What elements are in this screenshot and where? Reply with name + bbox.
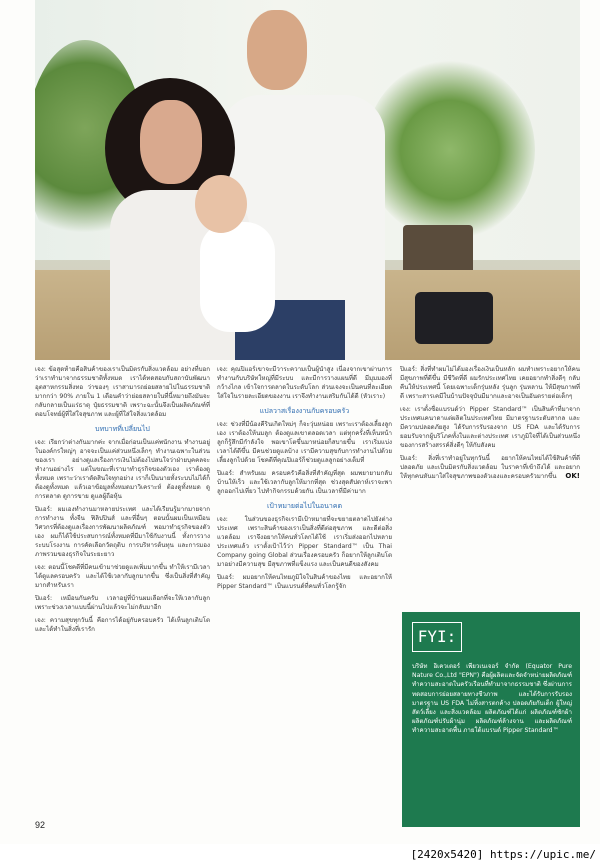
fyi-box [402,612,580,827]
image-host-footer [0,844,600,864]
photo-cushion [415,292,493,344]
family-photo [35,0,580,360]
paragraph: เจง: ข้อสุดท้ายคือสินค้าของเราเป็นมิตรกับสิ่งแวดล้อม อย่างที่บอกว่าเราทำมาจากธรรมชาติทั้งหมด เราได้ทดสอบกับสถาบันพัฒนาอุตสาหกรรมสิ่งทอ ว่าของๆ เราสามารถย่อยสลายไปในธรรมชาติมากกว่า 90% ภายใน 1 เดือนคำว่าย่อยสลายในที่นี้หมายถึงมันจะกลับกลายเป็นแร่ธาตุ ปุ๋ยธรรมชาติ เพราะฉะนั้นจึงเป็นผลิตภัณฑ์ที่ตอบโจทย์ผู้ที่ใส่ใจสุขภาพ และผู้ที่ใส่ใจสิ่งแวดล้อม [35,366,210,418]
photo-plant-right [365,60,535,240]
fyi-body: บริษัท อิเควเตอร์ เพียวเนเจอร์ จำกัด (Equator Pure Nature Co.,Ltd "EPN") คือผู้ผลิตและจัดจำหน่ายผลิตภัณฑ์ทำความสะอาดในครัวเรือนที่ทำมาจากธรรมชาติ ซึ่งผ่านการทดสอบการย่อยสลายทางชีวภาพ และได้รับการรับรองมาตรฐาน US FDA ไม่ทิ้งสารตกค้าง ปลอดภัยกับเด็ก ผู้ใหญ่ สัตว์เลี้ยง และสิ่งแวดล้อม ผลิตภัณฑ์ได้แก่ ผลิตภัณฑ์ซักผ้า ผลิตภัณฑ์ปรับผ้านุ่ม ผลิตภัณฑ์ล้างจาน และผลิตภัณฑ์ทำความสะอาดพื้น ภายใต้แบรนด์ Pipper Standard™ [412,663,572,735]
section-heading: บทบาทที่เปลี่ยนไป [95,425,150,433]
paragraph: เจง: เรียกว่าต่างกันมากค่ะ จากเมื่อก่อนเป็นแค่พนักงาน ทำงานอยู่ในองค์กรใหญ่ๆ อาจจะเป็นแค่ส่วนหนึ่งเล็กๆ ทำงานเฉพาะในส่วนของเรา อย่างดูแลเรื่องการเงินไม่ต้องไปสนใจว่าฝ่ายบุคคลจะทำงานอย่างไร แต่ในขณะที่เรามาทำธุรกิจของตัวเอง เราต้องดูทั้งหมด เพราะว่าเราตัดสินใจทุกอย่าง เราก็เป็นนายทั้งระบบไม่ได้ก็ต้องดูทั้งหมด แล้วเอาข้อมูลทั้งหมดมาวิเคราะห์ ต้องดูทั้งหมด ดูการตลาด ดูการขาย ดูแลผู้ถือหุ้น [35,439,210,500]
paragraph-text: ปิแอร์: สิ่งที่เราทำอยู่ในทุกวันนี้ อยากให้คนไทยได้ใช้สินค้าที่ดี ปลอดภัย และเป็นมิตรกับสิ่งแวดล้อม ในราคาที่เข้าถึงได้ และอยากให้ทุกคนหันมาใส่ใจสุขภาพของตัวเองและครอบครัวมากขึ้น [400,455,580,480]
paragraph: ปิแอร์: สำหรับผม ครอบครัวคือสิ่งที่สำคัญที่สุด ผมพยายามกลับบ้านให้เร็ว และใช้เวลากับลูกให้มากที่สุด ช่วงสุดสัปดาห์เราจะพาลูกออกไปเที่ยว ไปทำกิจกรรมด้วยกัน เป็นเวลาที่มีค่ามาก [217,470,392,495]
paragraph: เจง: คุณปิแอร์เขาจะมีวาระความเป็นผู้นำสูง เนื่องจากเขาผ่านการทำงานกับบริษัทใหญ่ที่มีระบบ และมีการวางแผนที่ดี มีมุมมองที่กว้างไกล เข้าใจการตลาดในระดับโลก ส่วนเจงจะเป็นคนที่ละเอียด ใส่ใจในรายละเอียดของงาน เราจึงทำงานเสริมกันได้ดี (หัวเราะ) [217,366,392,400]
paragraph: เจง: เราตั้งชื่อแบรนด์ว่า Pipper Standard™ เป็นสินค้าที่มาจากประเทศแคนาดาแต่ผลิตในประเทศไทย มีมาตรฐานระดับสากล และมีความปลอดภัยสูง ได้รับการรับรองจาก US FDA และได้รับการยอมรับจากผู้บริโภคทั้งในและต่างประเทศ เราภูมิใจที่ได้เป็นส่วนหนึ่งของการสร้างสรรค์สิ่งดีๆ ให้กับสังคม [400,406,580,449]
fyi-title: FYI: [412,622,462,652]
section-heading: แปลวาสเรื่องงานกับครอบครัว [259,407,350,415]
photo-baby [200,222,275,332]
paragraph: ปิแอร์: สิ่งที่ทำผมไม่ได้มองเรื่องเงินเป็นหลัก ผมทำเพราะอยากให้คนมีสุขภาพที่ดีขึ้น มีชีวิตที่ดี ผมรักประเทศไทย เคยอยากทำสิ่งดีๆ กลับคืนให้ประเทศนี้ โดยเฉพาะเด็กรุ่นหลัง รุ่นลูก รุ่นหลาน ให้มีสุขภาพที่ดี เพราะสารเคมีในบ้านปัจจุบันมีมากและอาจเป็นอันตรายต่อเด็กๆ [400,366,580,400]
image-host-label[interactable]: [2420x5420] https://upic.me/ [410,848,596,861]
section-heading: เป้าหมายต่อไปในอนาคต [266,502,343,510]
paragraph: ปิแอร์: ผมเองทำงานมาหลายประเทศ และได้เรียนรู้มากมายจากการทำงาน ทั้งจีน ฟิลิปปินส์ และที่อื่นๆ ตอนนั้นผมเป็นเหมือนวิศวกรที่ต้องดูแลเรื่องการพัฒนาผลิตภัณฑ์ พอมาทำธุรกิจของตัวเอง ผมก็ได้ใช้ประสบการณ์ทั้งหมดที่มีมาใช้กับงานนี้ ทั้งการวางระบบโรงงาน การคัดเลือกวัตถุดิบ การบริหารต้นทุน และการมองภาพรวมของธุรกิจในระยะยาว [35,506,210,558]
photo-man-head [247,10,307,90]
paragraph [400,454,580,481]
article-column-2 [217,365,392,595]
paragraph: เจง: ในส่วนของธุรกิจเรามีเป้าหมายที่จะขยายตลาดไปยังต่างประเทศ เพราะสินค้าของเราเป็นสิ่งที่ดีต่อสุขภาพ และดีต่อสิ่งแวดล้อม เราจึงอยากให้คนทั่วโลกได้ใช้ เราเริ่มส่งออกไปหลายประเทศแล้ว เราตั้งเป้าไว้ว่า Pipper Standard™ เป็น Thai Company going Global ส่วนเรื่องครอบครัว ก็อยากให้ลูกเติบโตมาอย่างมีความสุข มีสุขภาพที่แข็งแรง และเป็นคนดีของสังคม [217,516,392,568]
page-number: 92 [35,820,46,830]
paragraph: เจง: ความสุขทุกวันนี้ คือการได้อยู่กับครอบครัว ได้เห็นลูกเติบโต และได้ทำในสิ่งที่เรารัก [35,617,210,633]
paragraph: ปิแอร์: ผมอยากให้คนไทยภูมิใจในสินค้าของไทย และอยากให้ Pipper Standard™ เป็นแบรนด์ที่คนทั่วโลกรู้จัก [217,574,392,590]
paragraph: เจง: ช่วงที่มีน้องคีรินเกิดใหม่ๆ ก็จะวุ่นหน่อย เพราะเราต้องเลี้ยงลูกเอง เราต้องให้นมลูก ต้องดูแลเขาตลอดเวลา แต่ทุกครั้งที่เห็นหน้าลูกก็รู้สึกมีกำลังใจ พอเขาโตขึ้นมาหน่อยก็สบายขึ้น เราเริ่มแบ่งเวลาได้ดีขึ้น มีคนช่วยดูแลบ้าง เรามีความสุขกับการทำงานไปด้วย เลี้ยงลูกไปด้วย โชคดีที่คุณปิแอร์ก็ช่วยดูแลลูกอย่างเต็มที่ [217,421,392,464]
paragraph: เจง: ตอนนี้โชคดีที่มีคนเข้ามาช่วยดูแลเพิ่มมากขึ้น ทำให้เรามีเวลาได้ดูแลครอบครัว และได้ใช้เวลากับลูกมากขึ้น ซึ่งเป็นสิ่งที่สำคัญมากสำหรับเรา [35,564,210,589]
paragraph: ปิแอร์: เหมือนกันครับ เวลาอยู่ที่บ้านผมเลือกที่จะให้เวลากับลูก เพราะช่วงเวลาแบบนี้ผ่านไปแล้วจะไม่กลับมาอีก [35,595,210,611]
photo-woman-face [140,100,202,184]
article-column-1 [35,365,210,638]
photo-baby-head [195,175,247,233]
article-end-mark: OK! [565,472,580,480]
article-column-3 [400,365,580,485]
